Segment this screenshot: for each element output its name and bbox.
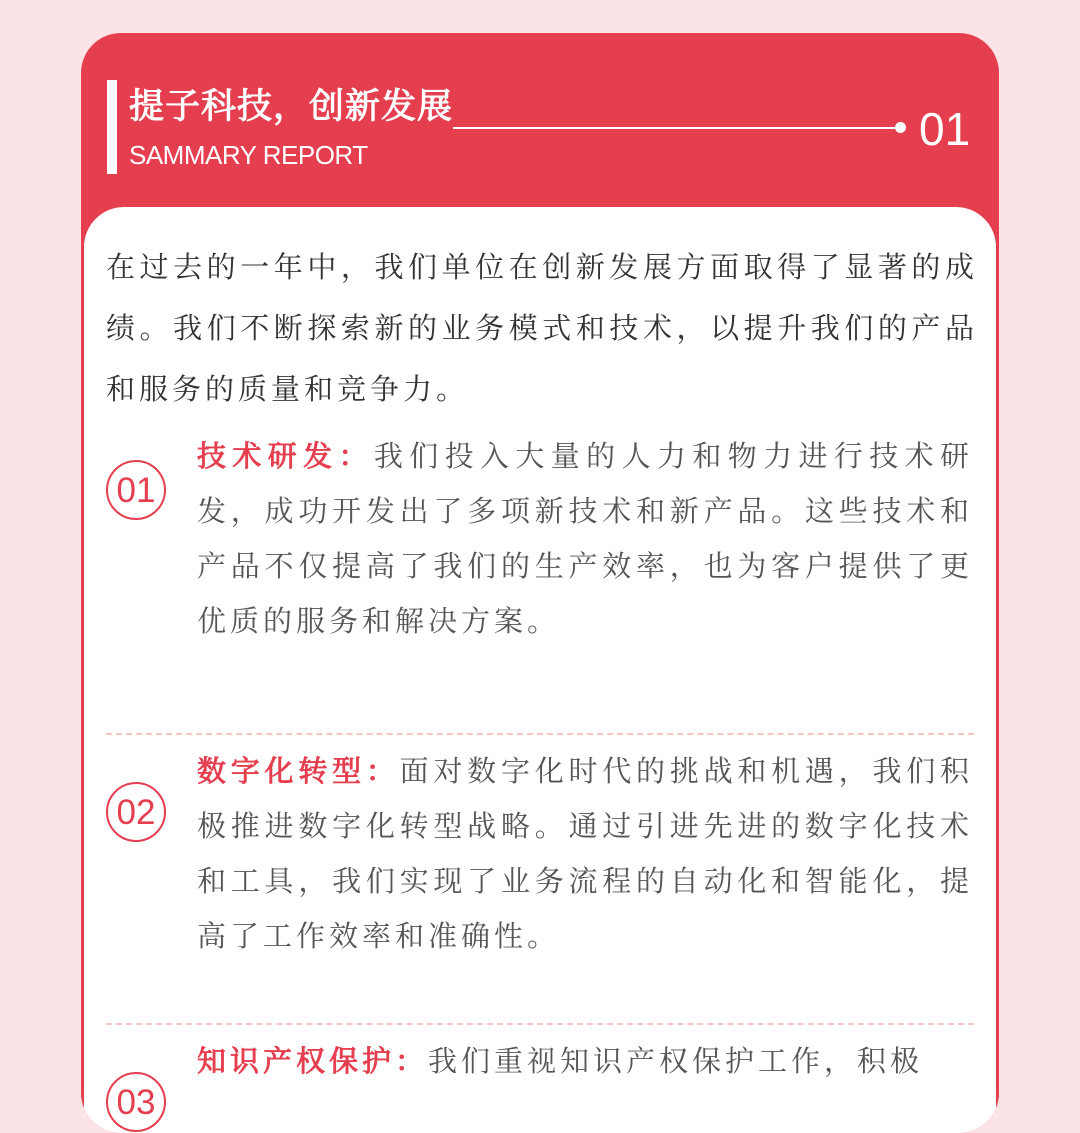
title-divider-dot <box>895 122 906 133</box>
item-body: 我们投入大量的人力和物力进行技术研发，成功开发出了多项新技术和新产品。这些技术和产品不仅提高了我们的生产效率，也为客户提供了更优质的服务和解决方案。 <box>197 439 973 638</box>
card-content <box>84 207 996 1133</box>
item-number-badge: 02 <box>106 782 166 842</box>
item-text <box>197 1034 973 1089</box>
card-subtitle: SAMMARY REPORT <box>129 140 368 170</box>
card-header <box>81 33 999 213</box>
section-number: 01 <box>919 103 971 155</box>
item-number-badge: 03 <box>106 1072 166 1132</box>
dashed-divider <box>106 733 974 735</box>
item-heading: 技术研发： <box>197 439 374 473</box>
dashed-divider <box>106 1023 974 1025</box>
item-number-badge: 01 <box>106 460 166 520</box>
intro-paragraph: 在过去的一年中，我们单位在创新发展方面取得了显著的成绩。我们不断探索新的业务模式和技术，以提升我们的产品和服务的质量和竞争力。 <box>106 250 978 406</box>
item-body: 我们重视知识产权保护工作，积极 <box>428 1044 924 1078</box>
item-text <box>197 744 973 964</box>
summary-card <box>81 33 999 1133</box>
title-accent-bar <box>107 80 117 174</box>
title-divider-line <box>453 127 897 129</box>
card-title: 提子科技，创新发展 <box>129 87 454 127</box>
item-text <box>197 429 973 649</box>
item-body: 面对数字化时代的挑战和机遇，我们积极推进数字化转型战略。通过引进先进的数字化技术和工具，我们实现了业务流程的自动化和智能化，提高了工作效率和准确性。 <box>197 754 973 953</box>
item-heading: 数字化转型： <box>197 754 400 788</box>
item-heading: 知识产权保护： <box>197 1044 429 1078</box>
